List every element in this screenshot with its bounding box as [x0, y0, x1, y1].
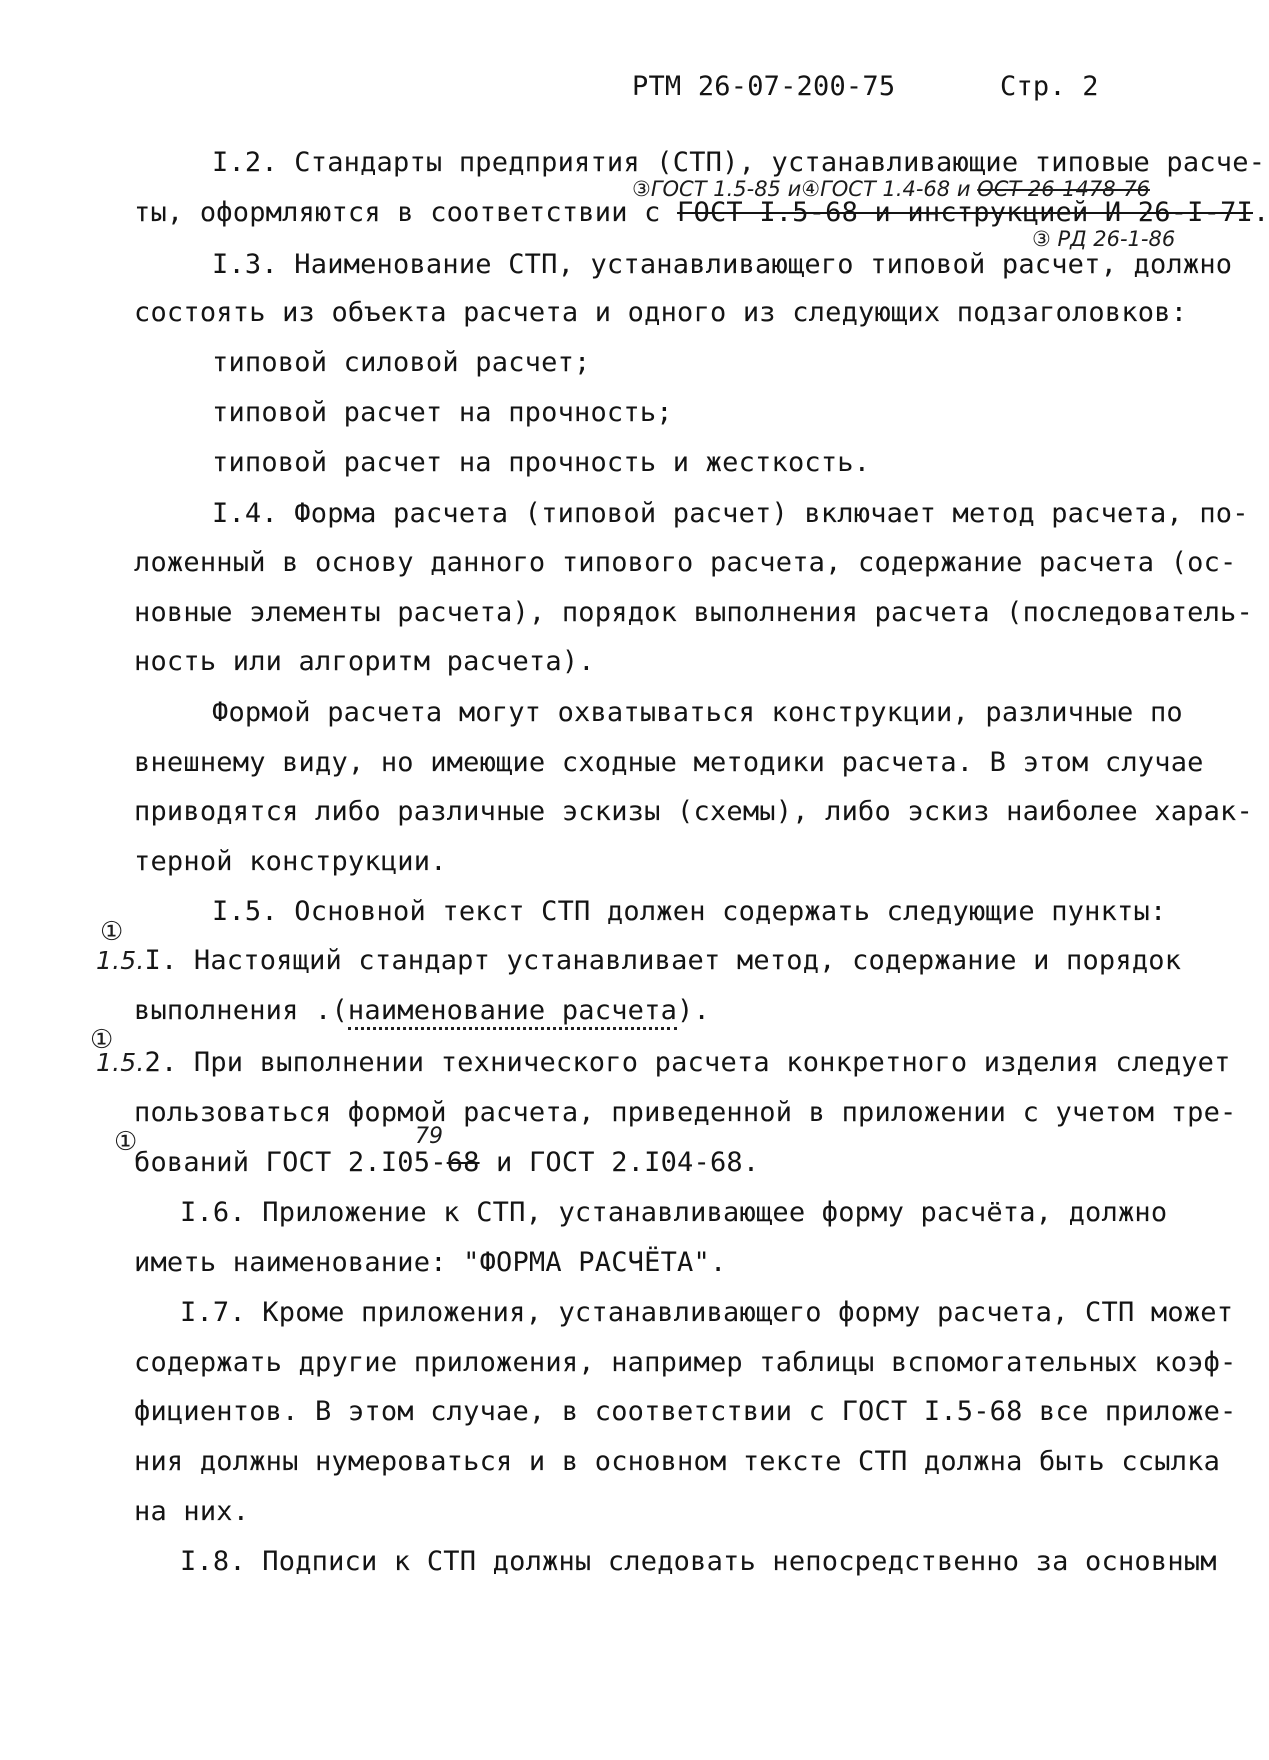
handwritten-prefix: 1.5.	[96, 946, 145, 975]
para-1-4-line-4: ность или алгоритм расчета).	[134, 646, 595, 677]
para-1-2-line-2-end: .	[1253, 197, 1269, 228]
gost-2-104-ref: и ГОСТ 2.I04-68.	[479, 1147, 760, 1178]
handwritten-prefix: 1.5.	[96, 1048, 145, 1077]
subitem-1-5-1-line-2-end: ).	[677, 995, 710, 1026]
subitem-1-5-2-line-3	[134, 1146, 759, 1180]
para-1-7-line-4: ния должны нумероваться и в основном тексте СТП должна быть ссылка	[134, 1446, 1221, 1477]
subitem-1-5-1-line-2	[134, 994, 710, 1028]
struck-gost-instruction: ГОСТ I.5-68 и инструкцией И 26-I-7I	[677, 197, 1253, 228]
subitem-1-5-1-text: I. Настоящий стандарт устанавливает метод, содержание и порядок	[144, 945, 1182, 976]
subitem-1-5-1-line-2-start: выполнения .(	[134, 995, 348, 1026]
page-number: Стр. 2	[1000, 71, 1099, 102]
gost-2-105-ref: бований ГОСТ 2.I05-	[134, 1147, 447, 1178]
handwritten-struck-ost: ОСТ 26-1478-76	[977, 177, 1150, 201]
circled-one-mark: ①	[114, 1127, 138, 1157]
para-1-2-line-2	[134, 196, 1269, 230]
circled-one-mark: ①	[100, 917, 124, 947]
struck-year-68: 68	[446, 1147, 480, 1178]
para-1-7-line-1: I.7. Кроме приложения, устанавливающего форму расчета, СТП может	[180, 1297, 1234, 1328]
list-item: типовой силовой расчет;	[212, 347, 591, 378]
list-item: типовой расчет на прочность;	[212, 397, 673, 428]
para-1-5-line-1: I.5. Основной текст СТП должен содержать следующие пункты:	[212, 896, 1167, 927]
para-1-4-line-2: ложенный в основу данного типового расчета, содержание расчета (ос-	[134, 547, 1237, 578]
handwritten-gost-text: ③ГОСТ 1.5-85 и④ГОСТ 1.4-68 и	[632, 177, 971, 201]
para-1-6-line-1: I.6. Приложение к СТП, устанавливающее форму расчёта, должно	[180, 1197, 1168, 1228]
para-form-line-4: терной конструкции.	[134, 846, 447, 877]
para-form-line-3: приводятся либо различные эскизы (схемы), либо эскиз наиболее харак-	[134, 796, 1253, 827]
para-1-2-line-2-start: ты, оформляются в соответствии с	[134, 197, 661, 228]
para-1-4-line-1: I.4. Форма расчета (типовой расчет) включает метод расчета, по-	[212, 498, 1249, 529]
para-1-7-line-3: фициентов. В этом случае, в соответствии с ГОСТ I.5-68 все приложе-	[134, 1396, 1237, 1427]
subitem-1-5-1-line-1	[96, 944, 1181, 978]
para-1-7-line-5: на них.	[134, 1496, 250, 1527]
circled-one-mark: ①	[90, 1025, 114, 1055]
para-form-line-1: Формой расчета могут охватываться конструкции, различные по	[212, 697, 1183, 728]
para-form-line-2: внешнему виду, но имеющие сходные методики расчета. В этом случае	[134, 747, 1204, 778]
para-1-6-line-2: иметь наименование: "ФОРМА РАСЧЁТА".	[134, 1247, 727, 1278]
para-1-3-line-2: состоять из объекта расчета и одного из следующих подзаголовков:	[134, 297, 1188, 328]
document-code: РТМ 26-07-200-75	[632, 71, 896, 102]
subitem-1-5-2-line-2: пользоваться формой расчета, приведенной в приложении с учетом тре-	[134, 1097, 1237, 1128]
subitem-1-5-2-text: 2. При выполнении технического расчета конкретного изделия следует	[144, 1047, 1231, 1078]
handwritten-rd-addition: ③ РД 26-1-86	[1032, 227, 1176, 251]
para-1-4-line-3: новные элементы расчета), порядок выполнения расчета (последователь-	[134, 597, 1253, 628]
para-1-2-line-1: I.2. Стандарты предприятия (СТП), устанавливающие типовые расче-	[212, 147, 1266, 178]
para-1-8-line-1: I.8. Подписи к СТП должны следовать непосредственно за основным	[180, 1546, 1217, 1577]
para-1-3-line-1: I.3. Наименование СТП, устанавливающего типовой расчет, должно	[212, 249, 1233, 280]
handwritten-year-79: 79	[415, 1124, 443, 1149]
subitem-1-5-2-line-1	[96, 1046, 1231, 1080]
para-1-7-line-2: содержать другие приложения, например таблицы вспомогательных коэф-	[134, 1347, 1237, 1378]
list-item: типовой расчет на прочность и жесткость.	[212, 447, 871, 478]
placeholder-calculation-name: наименование расчета	[348, 995, 677, 1030]
